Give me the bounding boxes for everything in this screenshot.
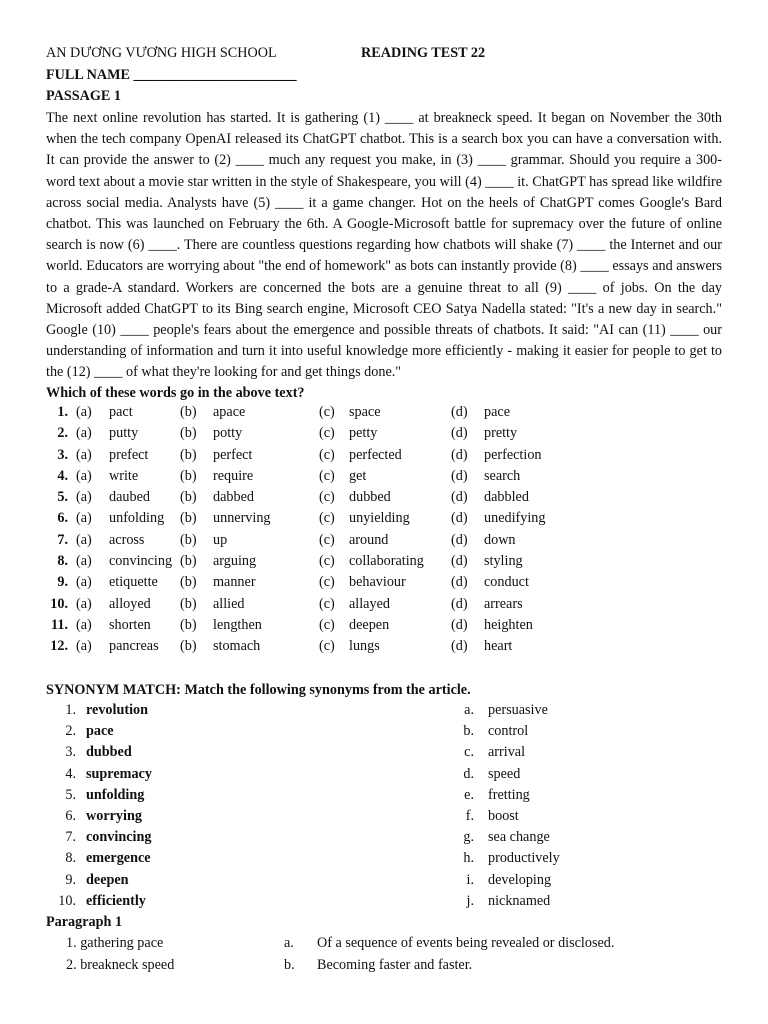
question-number: 11. bbox=[51, 616, 68, 633]
question-number: 3. bbox=[57, 446, 68, 463]
option-letter: (a) bbox=[76, 595, 92, 612]
mcq-row bbox=[46, 532, 736, 553]
passage-title: PASSAGE 1 bbox=[46, 88, 122, 104]
synonym-row bbox=[46, 723, 736, 744]
match-letter: i. bbox=[466, 871, 474, 888]
document-header bbox=[46, 45, 736, 65]
option-c: perfected bbox=[349, 446, 402, 463]
option-c: space bbox=[349, 404, 381, 420]
synonym-number: 1. bbox=[65, 702, 76, 718]
option-letter: (c) bbox=[319, 531, 335, 548]
option-letter: (a) bbox=[76, 510, 92, 527]
mcq-row bbox=[46, 617, 736, 638]
synonym-row bbox=[46, 850, 736, 871]
option-b: apace bbox=[213, 404, 246, 420]
option-letter: (d) bbox=[451, 531, 468, 548]
passage-text: The next online revolution has started. It is gathering (1) ____ at breakneck speed. It began on November the 30th when the tech company OpenAI released its ChatGPT chatbot. This is a search box you can have a conversation with. It can provide the answer to (2) ____ much any request you make, in (3) ____ grammar. Should you require a 300-word text about a movie star written in the style of Shakespeare, you will (4) ____ it. ChatGPT has spread like wildfire across social media. Analysts have (5) ____ it a game changer. Hot on the heels of ChatGPT comes Google's Bard chatbot. This was launched on February the 6th. A Google-Microsoft battle for supremacy over the future of online search is now (6) ____. There are countless questions regarding how chatbots will shake (7) ____ the Internet and our world. Educators are worrying about "the end of homework" as bots can instantly provide (8) ____ essays and answers to a grade-A standard. Workers are concerned the bots are a genuine threat to all (9) ____ of jobs. On the day Microsoft added ChatGPT to its Bing search engine, Microsoft CEO Satya Nadella stated: "It's a new day in search." Google (10) ____ people's fears about the emergence and possible threats of chatbots. It said: "AI can (11) ____ our understanding of information and turn it into useful knowledge more efficiently - making it easier for people to get to the (12) ____ of what they're looking for and get things done." bbox=[46, 110, 722, 381]
option-letter: (a) bbox=[76, 638, 92, 655]
option-letter: (a) bbox=[76, 425, 92, 442]
question-number: 2. bbox=[57, 425, 68, 442]
option-letter: (a) bbox=[76, 574, 92, 591]
synonym-number: 10. bbox=[58, 892, 76, 909]
option-letter: (a) bbox=[76, 616, 92, 633]
option-c: dubbed bbox=[349, 489, 391, 506]
option-letter: (d) bbox=[451, 425, 468, 442]
synonym-row bbox=[46, 744, 736, 765]
option-letter: (a) bbox=[76, 404, 92, 420]
option-b: dabbed bbox=[213, 489, 254, 506]
option-letter: (c) bbox=[319, 446, 335, 463]
synonym-number: 8. bbox=[65, 850, 76, 867]
match-word: arrival bbox=[488, 744, 526, 761]
option-letter: (b) bbox=[180, 616, 197, 633]
paragraph-heading: Paragraph 1 bbox=[46, 914, 123, 930]
option-c: behaviour bbox=[349, 574, 406, 591]
option-c: deepen bbox=[349, 616, 390, 633]
mcq-heading: Which of these words go in the above text? bbox=[46, 385, 305, 401]
definition-letter: b. bbox=[284, 957, 295, 973]
synonym-number: 5. bbox=[65, 786, 76, 803]
option-b: require bbox=[213, 467, 254, 484]
option-letter: (d) bbox=[451, 489, 468, 506]
synonym-word: unfolding bbox=[86, 786, 145, 803]
test-title: READING TEST 22 bbox=[361, 45, 486, 61]
option-d: search bbox=[484, 467, 521, 484]
option-letter: (b) bbox=[180, 638, 197, 655]
question-number: 1. bbox=[57, 404, 68, 420]
option-b: manner bbox=[213, 574, 256, 591]
synonym-number: 9. bbox=[65, 871, 76, 888]
mcq-row bbox=[46, 404, 736, 425]
synonym-number: 4. bbox=[65, 765, 76, 782]
match-letter: g. bbox=[463, 829, 474, 846]
option-letter: (c) bbox=[319, 510, 335, 527]
option-d: pace bbox=[484, 404, 510, 420]
option-a: putty bbox=[109, 425, 139, 442]
school-name: AN DƯƠNG VƯƠNG HIGH SCHOOL bbox=[46, 45, 277, 61]
option-letter: (c) bbox=[319, 616, 335, 633]
phrase-row bbox=[46, 935, 736, 957]
option-d: heighten bbox=[484, 616, 533, 633]
match-word: nicknamed bbox=[488, 892, 551, 909]
synonym-word: pace bbox=[86, 723, 114, 740]
question-number: 9. bbox=[57, 574, 68, 591]
match-word: fretting bbox=[488, 786, 530, 803]
option-a: daubed bbox=[109, 489, 150, 506]
match-letter: f. bbox=[465, 807, 474, 824]
synonym-list bbox=[46, 702, 736, 914]
option-letter: (d) bbox=[451, 595, 468, 612]
option-a: pact bbox=[109, 404, 133, 420]
option-a: convincing bbox=[109, 553, 173, 570]
question-number: 8. bbox=[57, 553, 68, 570]
option-letter: (d) bbox=[451, 553, 468, 570]
match-letter: e. bbox=[464, 786, 474, 803]
synonym-heading: SYNONYM MATCH: Match the following synonyms from the article. bbox=[46, 682, 471, 698]
option-c: get bbox=[349, 467, 367, 484]
option-a: write bbox=[109, 467, 139, 484]
mcq-row bbox=[46, 468, 736, 489]
option-letter: (b) bbox=[180, 446, 197, 463]
mcq-row bbox=[46, 596, 736, 617]
synonym-word: deepen bbox=[86, 871, 129, 888]
synonym-word: worrying bbox=[86, 807, 142, 824]
option-a: unfolding bbox=[109, 510, 165, 527]
option-c: lungs bbox=[349, 638, 380, 655]
option-b: stomach bbox=[213, 638, 261, 655]
option-d: pretty bbox=[484, 425, 518, 442]
option-a: prefect bbox=[109, 446, 149, 463]
match-letter: a. bbox=[464, 702, 474, 718]
question-number: 12. bbox=[50, 638, 68, 655]
match-letter: h. bbox=[463, 850, 474, 867]
synonym-word: revolution bbox=[86, 702, 149, 718]
option-b: unnerving bbox=[213, 510, 271, 527]
question-number: 4. bbox=[57, 467, 68, 484]
synonym-word: dubbed bbox=[86, 744, 132, 761]
option-d: heart bbox=[484, 638, 513, 655]
option-letter: (d) bbox=[451, 616, 468, 633]
option-d: unedifying bbox=[484, 510, 546, 527]
mcq-row bbox=[46, 425, 736, 446]
match-word: speed bbox=[488, 765, 521, 782]
option-b: up bbox=[213, 531, 228, 548]
option-letter: (c) bbox=[319, 404, 335, 420]
option-letter: (c) bbox=[319, 425, 335, 442]
match-word: control bbox=[488, 723, 529, 740]
synonym-row bbox=[46, 808, 736, 829]
synonym-row bbox=[46, 829, 736, 850]
option-d: conduct bbox=[484, 574, 529, 591]
phrase-text: 2. breakneck speed bbox=[66, 957, 175, 973]
question-number: 5. bbox=[57, 489, 68, 506]
mcq-row bbox=[46, 553, 736, 574]
option-b: allied bbox=[213, 595, 245, 612]
mcq-row bbox=[46, 510, 736, 531]
mcq-row bbox=[46, 574, 736, 595]
synonym-number: 2. bbox=[65, 723, 76, 740]
option-c: unyielding bbox=[349, 510, 410, 527]
option-letter: (b) bbox=[180, 510, 197, 527]
option-letter: (d) bbox=[451, 638, 468, 655]
option-letter: (c) bbox=[319, 553, 335, 570]
synonym-number: 6. bbox=[65, 807, 76, 824]
synonym-number: 3. bbox=[65, 744, 76, 761]
option-letter: (a) bbox=[76, 531, 92, 548]
question-number: 10. bbox=[50, 595, 68, 612]
definition-letter: a. bbox=[284, 935, 294, 951]
option-letter: (b) bbox=[180, 425, 197, 442]
match-letter: b. bbox=[463, 723, 474, 740]
option-c: collaborating bbox=[349, 553, 424, 570]
phrase-text: 1. gathering pace bbox=[66, 935, 164, 951]
option-letter: (c) bbox=[319, 489, 335, 506]
synonym-word: supremacy bbox=[86, 765, 152, 782]
synonym-row bbox=[46, 893, 736, 914]
option-d: dabbled bbox=[484, 489, 529, 506]
synonym-word: emergence bbox=[86, 850, 151, 867]
option-letter: (b) bbox=[180, 467, 197, 484]
option-letter: (d) bbox=[451, 446, 468, 463]
definition-text: Becoming faster and faster. bbox=[317, 957, 473, 973]
option-letter: (c) bbox=[319, 638, 335, 655]
paragraph-list bbox=[46, 935, 736, 979]
question-number: 6. bbox=[57, 510, 68, 527]
option-a: etiquette bbox=[109, 574, 158, 591]
option-letter: (c) bbox=[319, 574, 335, 591]
option-letter: (c) bbox=[319, 467, 335, 484]
option-d: arrears bbox=[484, 595, 523, 612]
phrase-row bbox=[46, 957, 736, 979]
option-b: arguing bbox=[213, 553, 257, 570]
synonym-row bbox=[46, 766, 736, 787]
option-letter: (d) bbox=[451, 510, 468, 527]
option-letter: (d) bbox=[451, 574, 468, 591]
match-word: sea change bbox=[488, 829, 550, 846]
option-d: perfection bbox=[484, 446, 542, 463]
full-name-line: FULL NAME _______________________ bbox=[46, 67, 297, 83]
mcq-list bbox=[46, 404, 736, 660]
option-letter: (a) bbox=[76, 467, 92, 484]
synonym-row bbox=[46, 787, 736, 808]
option-letter: (b) bbox=[180, 574, 197, 591]
match-word: persuasive bbox=[488, 702, 548, 718]
option-letter: (b) bbox=[180, 553, 197, 570]
option-letter: (b) bbox=[180, 404, 197, 420]
option-letter: (a) bbox=[76, 489, 92, 506]
match-letter: j. bbox=[466, 892, 474, 909]
synonym-word: convincing bbox=[86, 829, 152, 846]
synonym-row bbox=[46, 702, 736, 723]
option-b: lengthen bbox=[213, 616, 262, 633]
option-letter: (d) bbox=[451, 404, 468, 420]
option-letter: (b) bbox=[180, 489, 197, 506]
option-d: down bbox=[484, 531, 516, 548]
option-d: styling bbox=[484, 553, 523, 570]
option-b: potty bbox=[213, 425, 243, 442]
match-word: developing bbox=[488, 871, 552, 888]
option-letter: (a) bbox=[76, 446, 92, 463]
mcq-row bbox=[46, 638, 736, 659]
synonym-word: efficiently bbox=[86, 892, 146, 909]
option-letter: (b) bbox=[180, 595, 197, 612]
option-letter: (c) bbox=[319, 595, 335, 612]
option-b: perfect bbox=[213, 446, 253, 463]
option-a: pancreas bbox=[109, 638, 159, 655]
match-word: boost bbox=[488, 807, 519, 824]
synonym-row bbox=[46, 872, 736, 893]
option-letter: (d) bbox=[451, 467, 468, 484]
option-letter: (b) bbox=[180, 531, 197, 548]
option-c: petty bbox=[349, 425, 378, 442]
option-c: allayed bbox=[349, 595, 390, 612]
match-word: productively bbox=[488, 850, 560, 867]
option-a: alloyed bbox=[109, 595, 151, 612]
definition-text: Of a sequence of events being revealed or disclosed. bbox=[317, 935, 615, 951]
question-number: 7. bbox=[57, 531, 68, 548]
option-letter: (a) bbox=[76, 553, 92, 570]
option-a: shorten bbox=[109, 616, 151, 633]
mcq-row bbox=[46, 447, 736, 468]
synonym-number: 7. bbox=[65, 829, 76, 846]
match-letter: d. bbox=[463, 765, 474, 782]
match-letter: c. bbox=[464, 744, 474, 761]
mcq-row bbox=[46, 489, 736, 510]
option-a: across bbox=[109, 531, 145, 548]
option-c: around bbox=[349, 531, 389, 548]
